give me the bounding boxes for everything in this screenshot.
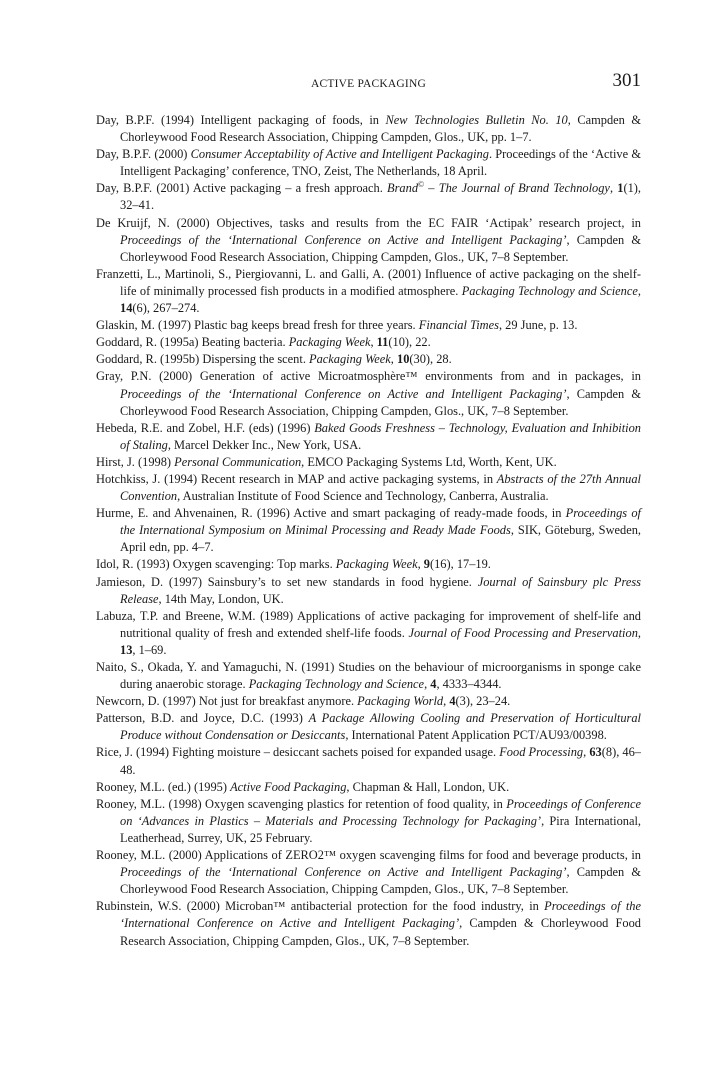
reference-entry: [96, 420, 641, 454]
reference-text-run: ,: [637, 283, 641, 298]
reference-entry: [96, 659, 641, 693]
reference-text-run: Personal Communication: [174, 454, 302, 469]
reference-text-run: Patterson, B.D. and Joyce, D.C. (1993): [96, 711, 309, 726]
reference-text-run: Jamieson, D. (1997) Sainsbury’s to set new standards in food hygiene.: [96, 574, 478, 589]
reference-entry: [96, 146, 641, 180]
reference-text-run: Rubinstein, W.S. (2000) Microban™ antibacterial protection for the food industry, in: [96, 899, 545, 914]
reference-text-run: Packaging Technology and Science: [461, 283, 638, 298]
reference-text-run: 1: [617, 181, 624, 196]
reference-text-run: (6), 267–274.: [132, 301, 200, 316]
reference-text-run: 10: [397, 352, 410, 367]
reference-entry: [96, 898, 641, 949]
reference-entry: [96, 368, 641, 419]
reference-text-run: Journal of Food Processing and Preservation: [408, 625, 638, 640]
page-header: [96, 70, 641, 100]
reference-text-run: Gray, P.N. (2000) Generation of active Microatmosphère™ environments from and in packages, in: [96, 369, 641, 384]
reference-text-run: 14: [120, 301, 133, 316]
reference-text-run: Packaging Week: [309, 352, 391, 367]
reference-text-run: , 29 June, p. 13.: [498, 318, 578, 333]
reference-text-run: Labuza, T.P. and Breene, W.M. (1989) Applications of active packaging for improvement of shelf-life and nutritional quality of fresh and extended shelf-life foods.: [96, 608, 641, 640]
reference-entry: [96, 608, 641, 659]
reference-text-run: (8), 46–48.: [120, 745, 642, 777]
reference-text-run: Active Food Packaging: [230, 779, 347, 794]
reference-text-run: , 4333–4344.: [436, 677, 502, 692]
reference-text-run: Day, B.P.F. (2001) Active packaging – a fresh approach.: [96, 181, 388, 196]
reference-entry: [96, 334, 641, 351]
reference-text-run: Proceedings of the ‘International Conference on Active and Intelligent Packaging’: [120, 232, 567, 247]
reference-text-run: Proceedings of the ‘International Conference on Active and Intelligent Packaging’: [120, 899, 642, 931]
reference-text-run: ©: [418, 180, 425, 190]
reference-text-run: Rooney, M.L. (1998) Oxygen scavenging plastics for retention of food quality, in: [96, 796, 507, 811]
reference-text-run: 4: [449, 694, 456, 709]
running-title: ACTIVE PACKAGING: [311, 78, 426, 90]
reference-entry: [96, 693, 641, 710]
reference-text-run: (30), 28.: [409, 352, 452, 367]
reference-entry: [96, 112, 641, 146]
reference-text-run: Rooney, M.L. (2000) Applications of ZERO2™ oxygen scavenging films for food and beverage products, in: [96, 848, 641, 863]
reference-text-run: Proceedings of the ‘International Conference on Active and Intelligent Packaging’: [120, 386, 567, 401]
reference-entry: [96, 454, 641, 471]
reference-text-run: Hurme, E. and Ahvenainen, R. (1996) Active and smart packaging of ready-made foods, in: [96, 506, 566, 521]
reference-entry: [96, 180, 641, 214]
reference-text-run: Hirst, J. (1998): [96, 454, 175, 469]
reference-text-run: , 1–69.: [132, 642, 167, 657]
reference-text-run: Day, B.P.F. (2000): [96, 147, 191, 162]
reference-entry: [96, 266, 641, 317]
reference-entry: [96, 796, 641, 847]
reference-text-run: Financial Times: [418, 318, 499, 333]
reference-text-run: (16), 17–19.: [429, 557, 491, 572]
reference-text-run: Packaging Week: [288, 335, 371, 350]
reference-entry: [96, 847, 641, 898]
reference-text-run: Journal of Sainsbury plc Press Release: [120, 574, 641, 606]
reference-text-run: , Pira International, Leatherhead, Surrey, UK, 25 February.: [120, 813, 641, 845]
reference-text-run: Brand: [387, 181, 419, 196]
reference-text-run: ,: [417, 557, 424, 572]
reference-text-run: . Proceedings of the ‘Active & Intelligent Packaging’ conference, TNO, Zeist, The Netherlands, 18 April.: [120, 147, 641, 179]
reference-text-run: Hebeda, R.E. and Zobel, H.F. (eds) (1996): [96, 420, 315, 435]
reference-text-run: , Campden & Chorleywood Food Research Association, Chipping Campden, Glos., UK, 7–8 September.: [120, 916, 642, 948]
page-number: 301: [612, 70, 641, 91]
reference-text-run: 9: [423, 557, 430, 572]
reference-text-run: Proceedings of the ‘International Conference on Active and Intelligent Packaging’: [120, 865, 567, 880]
reference-entry: [96, 744, 641, 778]
reference-text-run: De Kruijf, N. (2000) Objectives, tasks and results from the EC FAIR ‘Actipak’ research project, in: [96, 215, 641, 230]
reference-text-run: Packaging Week: [335, 557, 418, 572]
reference-entry: [96, 556, 641, 573]
reference-text-run: Franzetti, L., Martinoli, S., Piergiovanni, L. and Galli, A. (2001) Influence of active packaging on the shelf-life of minimally processed fish products in a modified atmosphere.: [96, 266, 641, 298]
reference-text-run: 13: [120, 642, 133, 657]
reference-text-run: , Campden & Chorleywood Food Research Association, Chipping Campden, Glos., UK, 7–8 September.: [120, 386, 641, 418]
reference-entry: [96, 317, 641, 334]
reference-entry: [96, 505, 641, 556]
reference-text-run: Hotchkiss, J. (1994) Recent research in MAP and active packaging systems, in: [96, 471, 497, 486]
page: [96, 70, 641, 950]
reference-text-run: (1), 32–41.: [120, 181, 641, 213]
reference-text-run: ,: [424, 677, 431, 692]
reference-text-run: Packaging Technology and Science: [248, 677, 425, 692]
reference-entry: [96, 351, 641, 368]
reference-text-run: ,: [390, 352, 397, 367]
reference-text-run: Food Processing: [499, 745, 584, 760]
reference-text-run: , Chapman & Hall, London, UK.: [346, 779, 510, 794]
reference-text-run: , 14th May, London, UK.: [158, 591, 284, 606]
reference-text-run: , Campden & Chorleywood Food Research Association, Chipping Campden, Glos., UK, 7–8 September.: [120, 232, 641, 264]
reference-text-run: A Package Allowing Cooling and Preservation of Horticultural Produce without Condensation or Desiccants: [120, 711, 641, 743]
reference-text-run: , SIK, Göteburg, Sweden, April edn, pp. 4–7.: [120, 523, 642, 555]
reference-text-run: , EMCO Packaging Systems Ltd, Worth, Kent, UK.: [301, 454, 557, 469]
reference-text-run: New Technologies Bulletin No. 10: [385, 113, 568, 127]
reference-entry: [96, 471, 641, 505]
reference-text-run: ,: [370, 335, 377, 350]
reference-text-run: Day, B.P.F. (1994) Intelligent packaging of foods, in: [96, 113, 386, 127]
reference-entry: [96, 215, 641, 266]
reference-text-run: Rooney, M.L. (ed.) (1995): [96, 779, 231, 794]
reference-text-run: Naito, S., Okada, Y. and Yamaguchi, N. (1991) Studies on the behaviour of microorganisms in sponge cake during anaerobic storage.: [96, 660, 641, 692]
reference-text-run: ,: [609, 181, 618, 196]
reference-text-run: , Australian Institute of Food Science and Technology, Canberra, Australia.: [177, 489, 549, 504]
reference-text-run: Goddard, R. (1995b) Dispersing the scent.: [96, 352, 310, 367]
reference-entry: [96, 779, 641, 796]
reference-text-run: , Campden & Chorleywood Food Research Association, Chipping Campden, Glos., UK, 7–8 September.: [120, 865, 641, 897]
reference-text-run: Baked Goods Freshness – Technology, Evaluation and Inhibition of Staling: [120, 420, 641, 452]
reference-entry: [96, 710, 641, 744]
reference-text-run: Goddard, R. (1995a) Beating bacteria.: [96, 335, 289, 350]
reference-list: [96, 112, 641, 950]
reference-text-run: 11: [376, 335, 389, 350]
reference-text-run: Newcorn, D. (1997) Not just for breakfast anymore.: [96, 694, 358, 709]
reference-text-run: Proceedings of the International Symposium on Minimal Processing and Ready Made Foods: [120, 506, 641, 538]
reference-text-run: ,: [637, 625, 642, 640]
reference-text-run: ,: [583, 745, 590, 760]
reference-entry: [96, 574, 641, 608]
reference-text-run: 63: [589, 745, 602, 760]
reference-text-run: Rice, J. (1994) Fighting moisture – desiccant sachets poised for expanded usage.: [96, 745, 500, 760]
reference-text-run: , Marcel Dekker Inc., New York, USA.: [167, 437, 362, 452]
reference-text-run: Consumer Acceptability of Active and Intelligent Packaging: [190, 147, 489, 162]
reference-text-run: Glaskin, M. (1997) Plastic bag keeps bread fresh for three years.: [96, 318, 419, 333]
reference-text-run: Proceedings of Conference on ‘Advances in Plastics – Materials and Processing Technology for Packaging’: [120, 796, 642, 828]
reference-text-run: Packaging World: [357, 694, 444, 709]
reference-text-run: , Campden & Chorleywood Food Research Association, Chipping Campden, Glos., UK, pp. 1–7.: [120, 113, 642, 145]
reference-text-run: (3), 23–24.: [455, 694, 511, 709]
reference-text-run: Abstracts of the 27th Annual Convention: [120, 471, 641, 504]
reference-text-run: ,: [443, 694, 450, 709]
reference-text-run: (10), 22.: [388, 335, 431, 350]
reference-text-run: 4: [430, 677, 437, 692]
reference-text-run: , International Patent Application PCT/AU93/00398.: [345, 728, 607, 743]
reference-text-run: Idol, R. (1993) Oxygen scavenging: Top marks.: [96, 557, 336, 572]
reference-text-run: – The Journal of Brand Technology: [424, 181, 610, 196]
